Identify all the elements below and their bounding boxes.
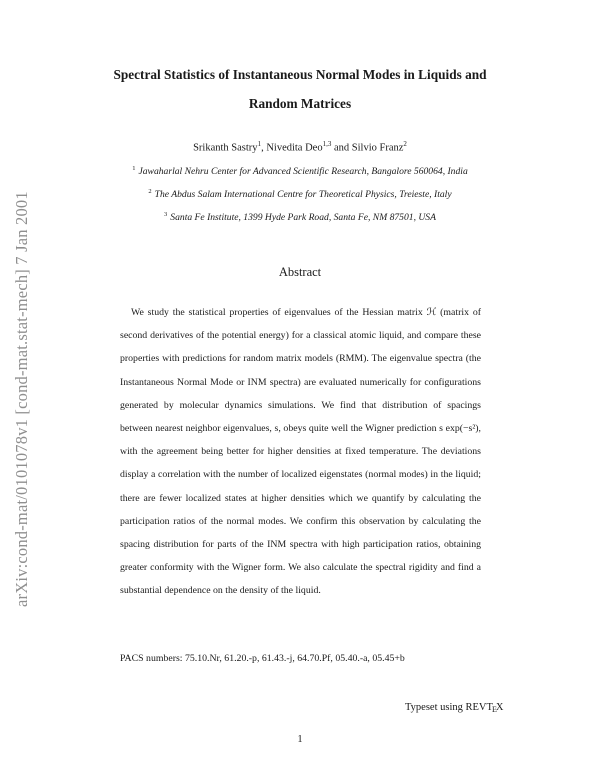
author-name: Srikanth Sastry: [193, 142, 258, 154]
author-affiliation-mark: 1: [257, 140, 262, 148]
typeset-note: [405, 702, 503, 713]
typeset-prefix: Typeset using: [405, 702, 466, 713]
abstract-text: We study the statistical properties of eigenvalues of the Hessian matrix ℋ (matrix of second derivatives of the potential energy) for a classical atomic liquid, and compare these properties with predictions for random matrix models (RMM). The eigenvalue spectra (the Instantaneous Normal Mode or INM spectra) are evaluated numerically for configurations generated by molecular dynamics simulations. We find that distribution of spacings between nearest neighbor eigenvalues, s, obeys quite well the Wigner prediction s exp(−s²), with the agreement being better for higher densities at fixed temperature. The deviations display a correlation with the number of localized eigenstates (normal modes) in the liquid; there are fewer localized states at higher densities which we quantify by calculating the participation ratios of the normal modes. We confirm this observation by calculating the spacing distribution for parts of the INM spectra with high participation ratios, obtaining greater conformity with the Wigner form. We also calculate the spectral rigidity and find a substantial dependence on the density of the liquid.: [120, 307, 481, 597]
arxiv-side-identifier: arXiv:cond-mat/0101078v1 [cond-mat.stat-mech] 7 Jan 2001: [12, 191, 31, 607]
affiliation: [40, 211, 560, 223]
author-separator: ,: [261, 142, 267, 154]
affiliation-mark: 3: [164, 211, 168, 218]
affiliation: [40, 165, 560, 177]
affiliation-text: Jawaharlal Nehru Center for Advanced Scientific Research, Bangalore 560064, India: [138, 166, 468, 178]
revtex-x: X: [495, 702, 504, 713]
paper-title-line-1: Spectral Statistics of Instantaneous Normal Modes in Liquids and: [113, 67, 487, 82]
author-name: Silvio Franz: [351, 142, 404, 154]
affiliation-mark: 1: [132, 165, 136, 172]
author-name: Nivedita Deo: [266, 142, 323, 154]
author-affiliation-mark: 1,3: [322, 140, 332, 148]
abstract-heading: Abstract: [278, 265, 322, 279]
pacs-numbers: PACS numbers: 75.10.Nr, 61.20.-p, 61.43.-j, 64.70.Pf, 05.40.-a, 05.45+b: [120, 653, 405, 664]
affiliation: [40, 188, 560, 200]
author-separator: and: [331, 142, 352, 154]
author-list: [60, 140, 540, 154]
affiliation-text: The Abdus Salam International Centre for Theoretical Physics, Treieste, Italy: [154, 189, 452, 201]
paper-title-line-2: Random Matrices: [248, 96, 352, 111]
page-number: 1: [297, 734, 303, 745]
affiliation-mark: 2: [148, 188, 152, 195]
abstract-paragraph: [120, 301, 481, 603]
author-affiliation-mark: 2: [403, 140, 407, 148]
revtex-rev: REVT: [465, 702, 493, 713]
revtex-e: E: [491, 705, 497, 714]
affiliation-text: Santa Fe Institute, 1399 Hyde Park Road, Santa Fe, NM 87501, USA: [170, 212, 436, 224]
